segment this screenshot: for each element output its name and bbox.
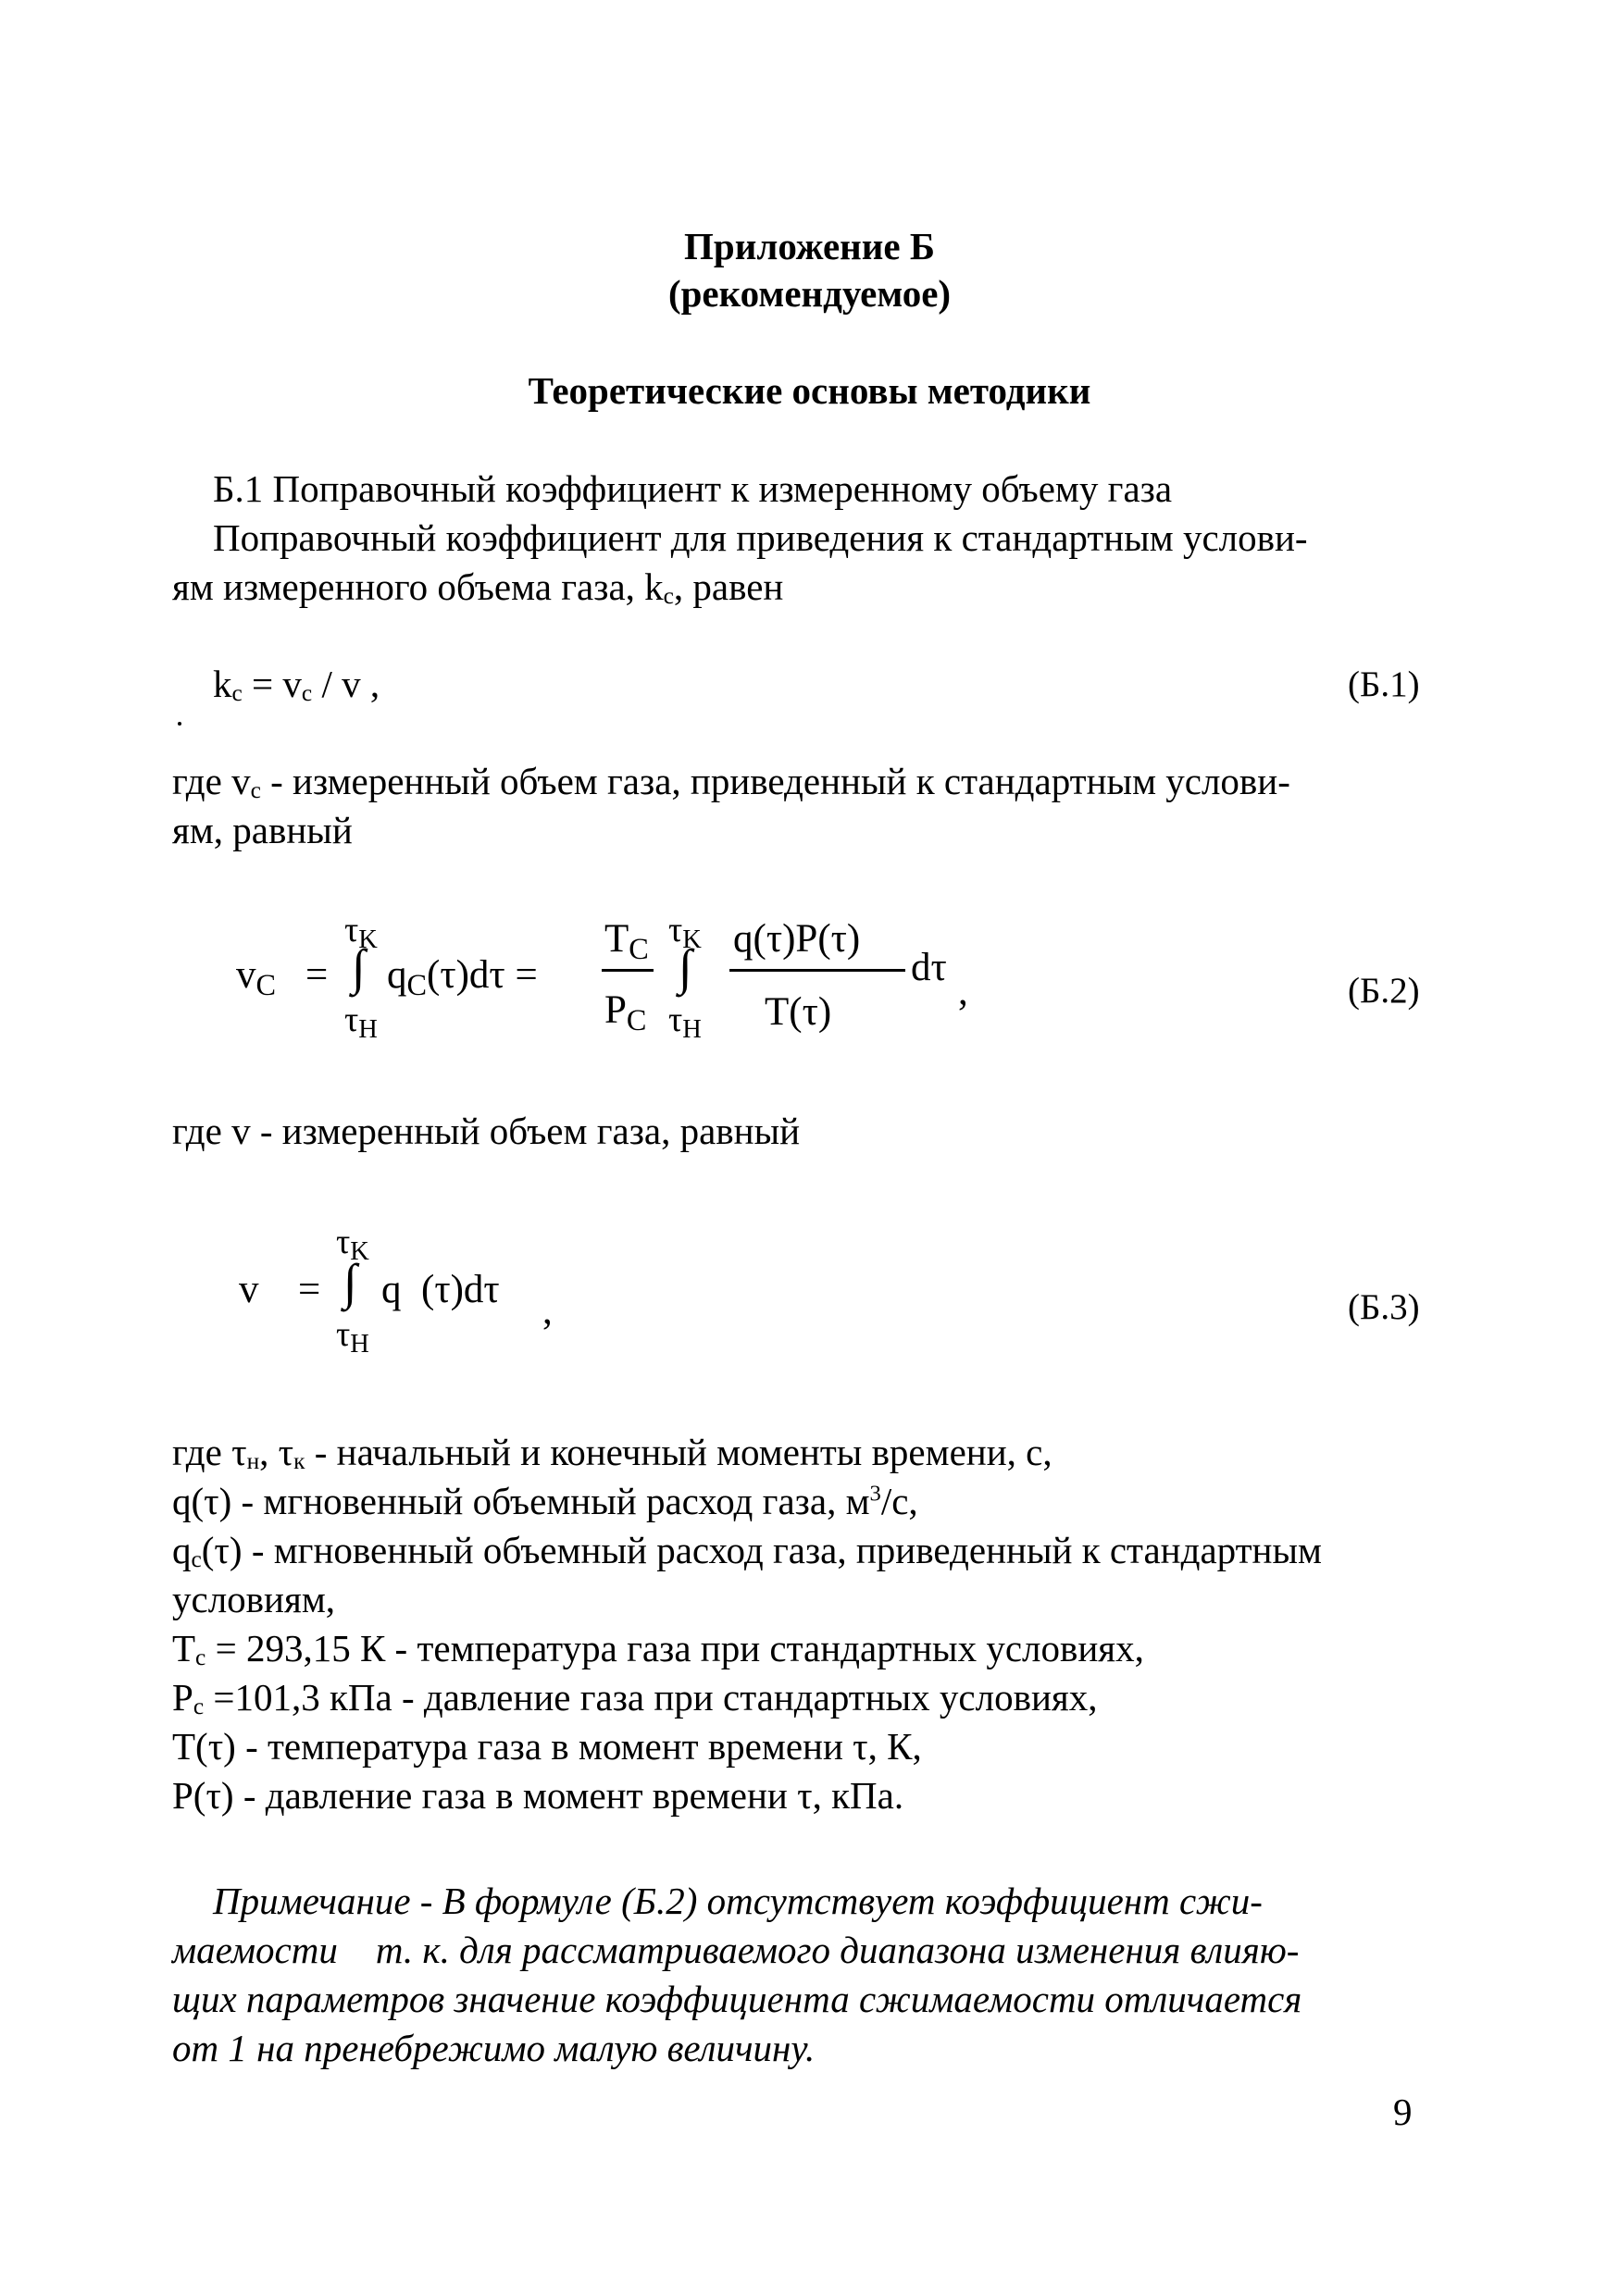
eq-symbol: / v , bbox=[312, 663, 380, 705]
paragraph-line: ям, равный bbox=[172, 809, 353, 851]
note-line: Примечание - В формуле (Б.2) отсутствует коэффициент сжи- bbox=[213, 1880, 1263, 1922]
text-fragment: - начальный и конечный моменты времени, с, bbox=[305, 1431, 1052, 1473]
eq-symbol: = v bbox=[242, 663, 302, 705]
page-number: 9 bbox=[1393, 2091, 1413, 2133]
subscript: C bbox=[406, 968, 428, 1002]
eq-comma: , bbox=[958, 970, 968, 1013]
fraction-bar bbox=[729, 969, 905, 972]
eq-equals: = bbox=[305, 953, 329, 997]
integrand: q (τ)dτ bbox=[381, 1268, 500, 1311]
text-fragment: P bbox=[172, 1676, 193, 1719]
text-fragment: , равен bbox=[673, 565, 784, 608]
eq-symbol: τ bbox=[668, 911, 683, 949]
subscript: K bbox=[682, 925, 702, 955]
paragraph-line: Поправочный коэффициент для приведения к стандартным услови- bbox=[213, 516, 1308, 559]
subscript: c bbox=[195, 1644, 206, 1670]
text-fragment: где v bbox=[172, 760, 251, 802]
eq-equals: = bbox=[298, 1268, 321, 1311]
eq-symbol: τ bbox=[668, 1000, 683, 1039]
subscript: c bbox=[301, 679, 313, 706]
subscript: c bbox=[663, 582, 674, 609]
eq-symbol: τ bbox=[344, 1000, 359, 1039]
integral-sign: ∫ bbox=[679, 939, 692, 995]
definition-line: P(τ) - давление газа в момент времени τ, кПа. bbox=[172, 1774, 904, 1817]
subscript: H bbox=[350, 1330, 369, 1359]
text-fragment: q bbox=[172, 1529, 192, 1571]
subscript: c bbox=[231, 679, 243, 706]
appendix-subtitle: (рекомендуемое) bbox=[667, 272, 952, 315]
text-fragment: (τ) - мгновенный объемный расход газа, приведенный к стандартным bbox=[201, 1529, 1322, 1571]
stray-dot bbox=[178, 722, 181, 726]
text-fragment: =101,3 кПа - давление газа при стандартных условиях, bbox=[204, 1676, 1098, 1719]
definition-line: условиям, bbox=[172, 1578, 336, 1620]
text-fragment: T bbox=[172, 1627, 196, 1669]
eq-symbol: q bbox=[387, 953, 407, 997]
section-title: Теоретические основы методики bbox=[528, 369, 1091, 412]
text-fragment: q(τ) - мгновенный объемный расход газа, м bbox=[172, 1480, 870, 1522]
eq-symbol: τ bbox=[344, 911, 359, 949]
differential: dτ bbox=[911, 946, 947, 989]
text-fragment: - измеренный объем газа, приведенный к стандартным услови- bbox=[260, 760, 1290, 802]
note-line: от 1 на пренебрежимо малую величину. bbox=[172, 2027, 816, 2069]
definition-line bbox=[172, 1430, 1052, 1475]
subscript: C bbox=[255, 968, 277, 1002]
eq-symbol: v bbox=[236, 953, 256, 997]
lower-limit bbox=[668, 999, 702, 1045]
note-line: маемости т. к. для рассматриваемого диапазона изменения влияю- bbox=[172, 1929, 1300, 1971]
definition-line bbox=[172, 1626, 1144, 1671]
equation-b1 bbox=[213, 662, 380, 707]
eq-symbol: T bbox=[604, 917, 629, 961]
eq-symbol: P bbox=[604, 988, 627, 1032]
lower-limit bbox=[344, 999, 378, 1045]
subscript: K bbox=[350, 1237, 369, 1267]
equation-number: (Б.2) bbox=[1348, 971, 1420, 1011]
equation-number: (Б.1) bbox=[1348, 664, 1420, 704]
paragraph-line: где v - измеренный объем газа, равный bbox=[172, 1110, 801, 1152]
eq-comma: , bbox=[542, 1289, 553, 1333]
paragraph-line bbox=[172, 565, 783, 610]
superscript: 3 bbox=[869, 1481, 881, 1507]
eq-lhs: v bbox=[239, 1268, 259, 1311]
eq-symbol: (τ)dτ = bbox=[427, 953, 538, 997]
integral-sign: ∫ bbox=[352, 939, 366, 995]
eq-symbol: τ bbox=[336, 1222, 351, 1261]
note-line: щих параметров значение коэффициента сжимаемости отличается bbox=[172, 1978, 1302, 2020]
subscript: K bbox=[358, 925, 378, 955]
subscript: H bbox=[682, 1015, 702, 1045]
appendix-title: Приложение Б bbox=[684, 225, 935, 267]
subscript: c bbox=[193, 1693, 205, 1719]
integral-sign: ∫ bbox=[343, 1254, 357, 1309]
lower-limit bbox=[336, 1314, 369, 1359]
fraction-numerator: q(τ)P(τ) bbox=[733, 917, 861, 961]
text-fragment: = 293,15 К - температура газа при стандартных условиях, bbox=[205, 1627, 1144, 1669]
definition-line bbox=[172, 1528, 1322, 1573]
subscript: c bbox=[250, 776, 261, 803]
subscript: к bbox=[293, 1447, 305, 1474]
subscript: C bbox=[629, 932, 649, 966]
subscript: c bbox=[191, 1545, 202, 1572]
paragraph-line bbox=[172, 759, 1290, 804]
eq-symbol: τ bbox=[336, 1315, 351, 1354]
fraction-denominator: T(τ) bbox=[765, 990, 832, 1034]
definition-line: T(τ) - температура газа в момент времени τ, К, bbox=[172, 1725, 922, 1768]
definition-line bbox=[172, 1675, 1098, 1720]
text-fragment: где τ bbox=[172, 1431, 247, 1473]
definition-line bbox=[172, 1479, 918, 1523]
eq-symbol: k bbox=[213, 663, 232, 705]
subscript: н bbox=[246, 1447, 260, 1474]
equation-number: (Б.3) bbox=[1348, 1287, 1420, 1327]
text-fragment: /с, bbox=[880, 1480, 918, 1522]
integrand bbox=[387, 953, 538, 1002]
fraction-denominator-pc bbox=[604, 990, 646, 1035]
subscript: H bbox=[358, 1015, 378, 1045]
fraction-numerator-tc bbox=[604, 917, 649, 966]
eq-lhs bbox=[236, 953, 277, 1002]
text-fragment: , τ bbox=[259, 1431, 294, 1473]
subsection-heading: Б.1 Поправочный коэффициент к измеренному объему газа bbox=[213, 467, 1173, 510]
fraction-bar bbox=[602, 969, 654, 972]
subscript: C bbox=[626, 1003, 647, 1037]
text-fragment: ям измеренного объема газа, k bbox=[172, 565, 664, 608]
